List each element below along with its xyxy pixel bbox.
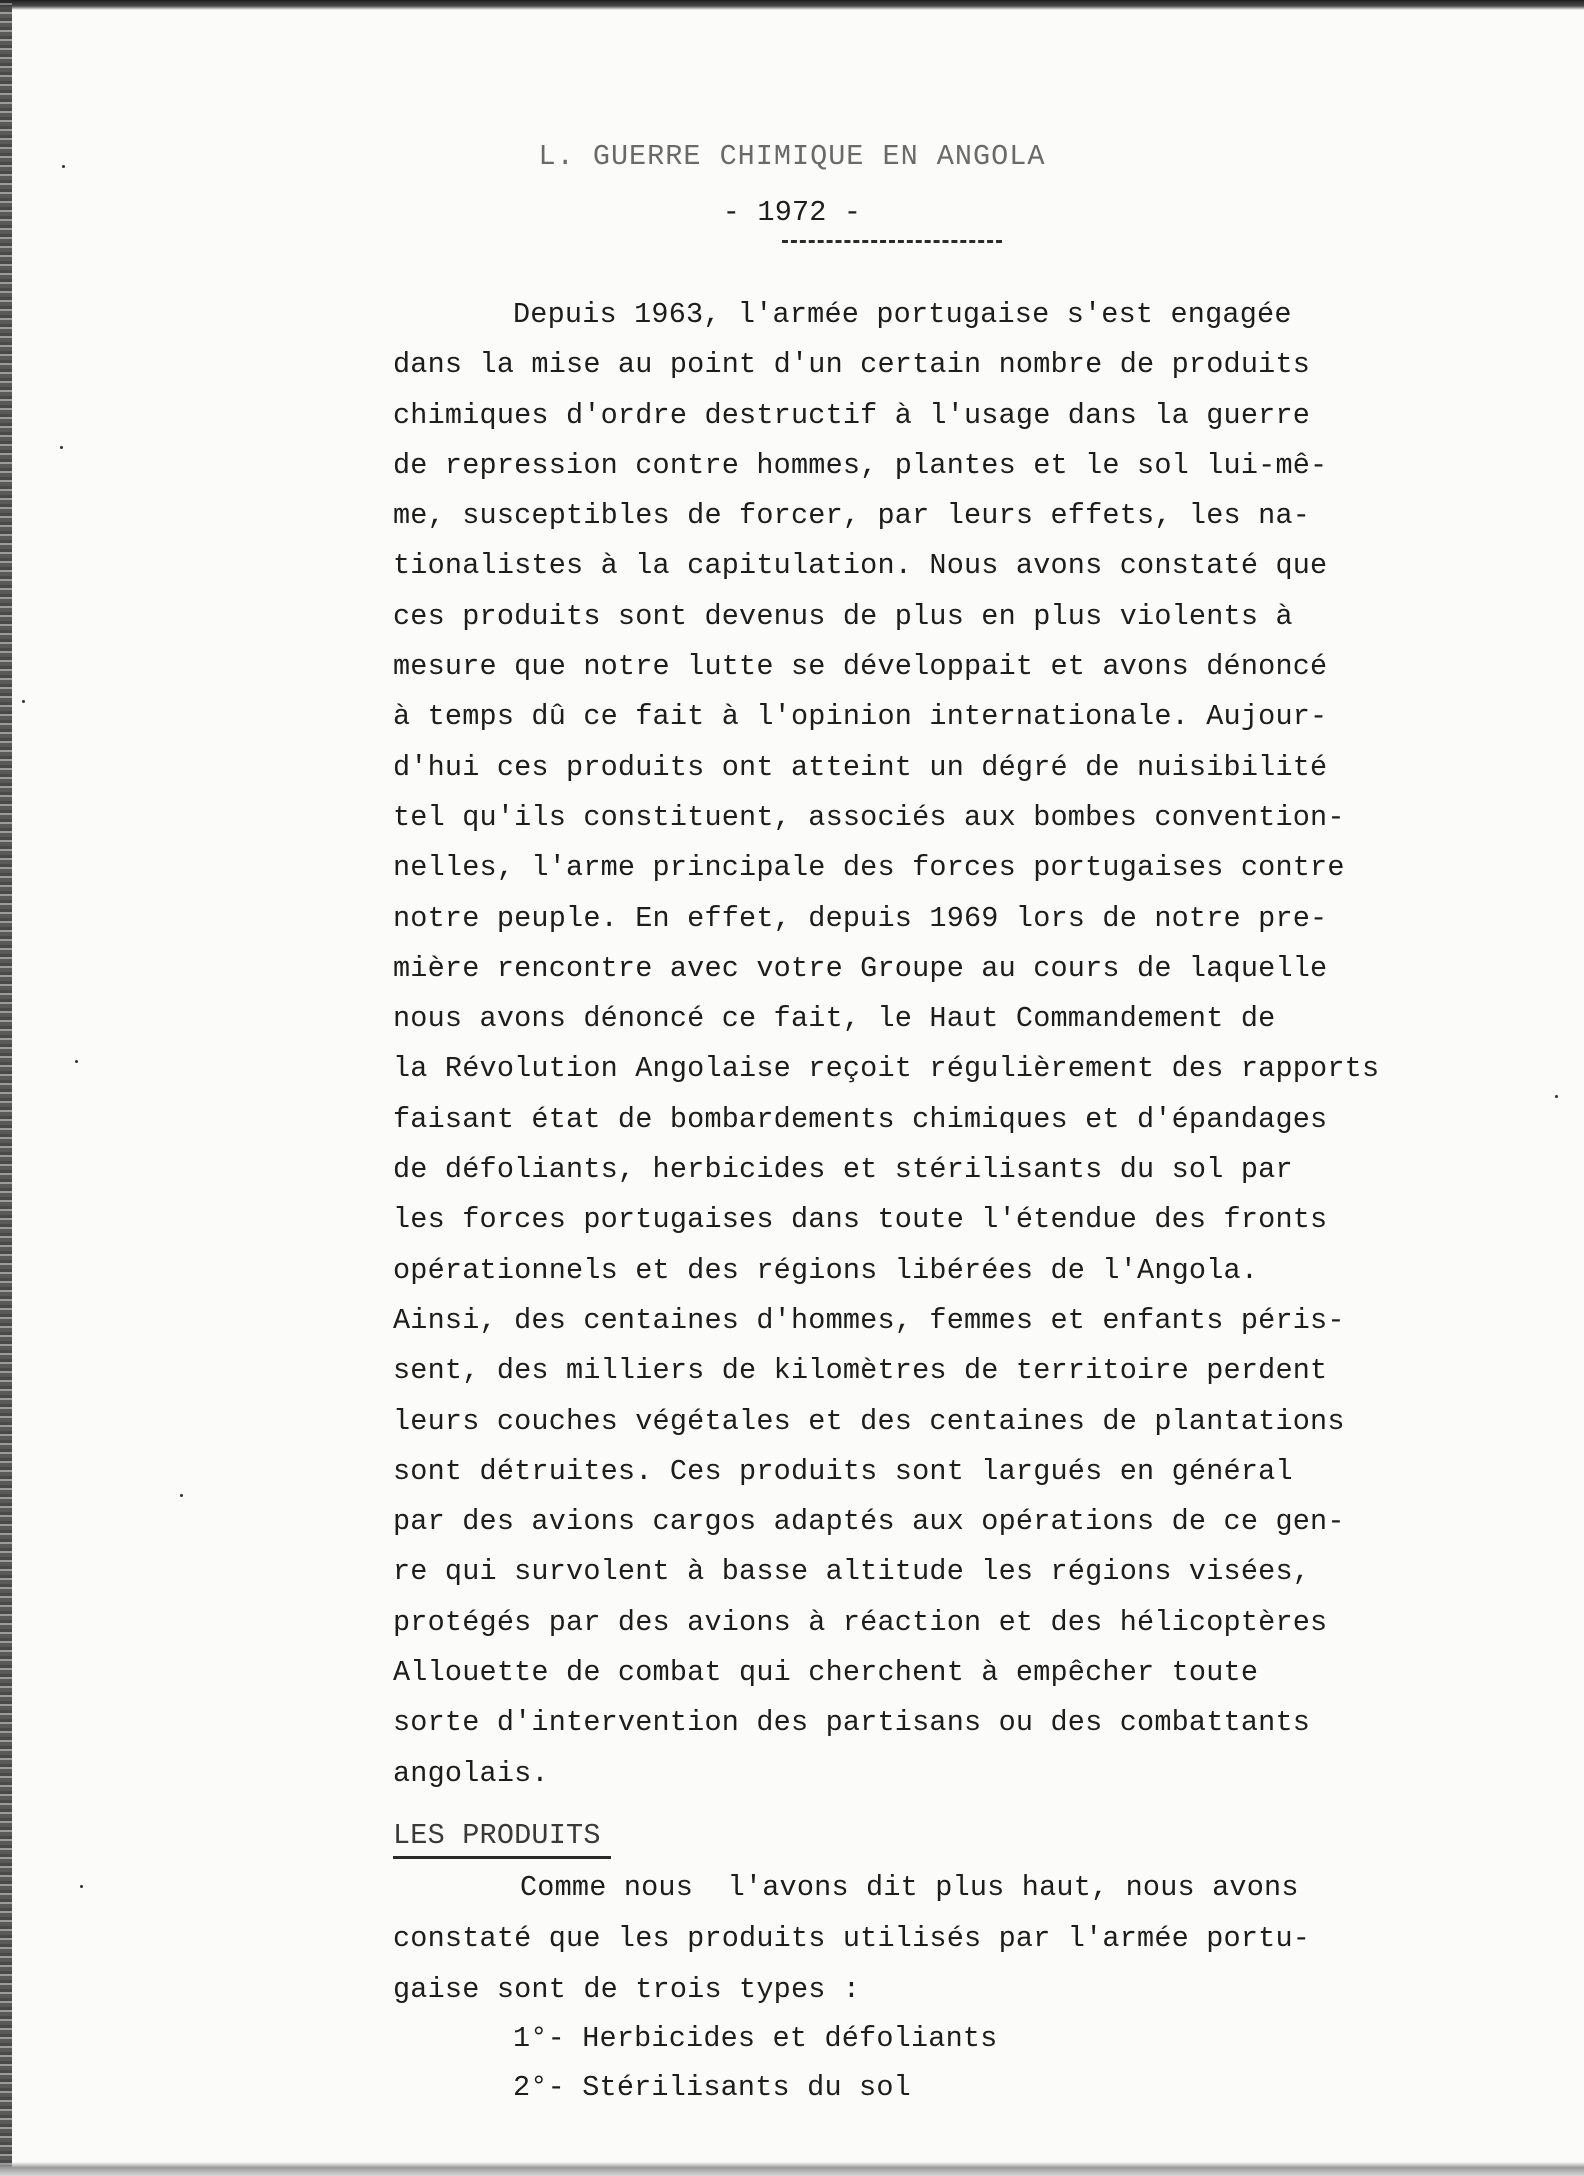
text-line: à temps dû ce fait à l'opinion internationale. Aujour- (393, 700, 1328, 734)
text-line: de défoliants, herbicides et stérilisants du sol par (393, 1153, 1293, 1187)
text-line: Depuis 1963, l'armée portugaise s'est engagée (513, 298, 1292, 331)
text-line: d'hui ces produits ont atteint un dégré de nuisibilité (393, 750, 1328, 784)
text-line: chimiques d'ordre destructif à l'usage dans la guerre (393, 398, 1311, 432)
text-line: par des avions cargos adaptés aux opérations de ce gen- (393, 1505, 1345, 1539)
text-line: angolais. (393, 1756, 549, 1790)
text-line: gaise sont de trois types : (393, 1973, 861, 2006)
scan-edge-left (0, 0, 12, 2176)
text-line: me, susceptibles de forcer, par leurs effets, les na- (393, 499, 1311, 533)
text-line: ces produits sont devenus de plus en plus violents à (393, 599, 1293, 633)
text-line: nelles, l'arme principale des forces portugaises contre (393, 851, 1345, 885)
text-line: faisant état de bombardements chimiques et d'épandages (393, 1102, 1328, 1136)
text-line: tel qu'ils constituent, associés aux bombes convention- (393, 800, 1345, 834)
paragraph-1 (393, 290, 1403, 1799)
text-line: Ainsi, des centaines d'hommes, femmes et enfants péris- (393, 1303, 1345, 1337)
text-line: Allouette de combat qui cherchent à empêcher toute (393, 1656, 1259, 1690)
text-line: les forces portugaises dans toute l'étendue des fronts (393, 1203, 1328, 1237)
text-line: notre peuple. En effet, depuis 1969 lors de notre pre- (393, 901, 1328, 935)
text-line: leurs couches végétales et des centaines de plantations (393, 1404, 1345, 1438)
text-line: sent, des milliers de kilomètres de territoire perdent (393, 1354, 1328, 1388)
document-title: L. GUERRE CHIMIQUE EN ANGOLA (538, 140, 1046, 173)
document-year: - 1972 - (722, 196, 862, 229)
text-line: opérationnels et des régions libérées de l'Angola. (393, 1253, 1259, 1287)
text-line: constaté que les produits utilisés par l'armée portu- (393, 1922, 1311, 1955)
text-line: sorte d'intervention des partisans ou des combattants (393, 1706, 1311, 1740)
paragraph-2 (393, 1862, 1403, 2015)
text-line: dans la mise au point d'un certain nombre de produits (393, 348, 1311, 382)
text-line: nous avons dénoncé ce fait, le Haut Commandement de (393, 1002, 1276, 1036)
list-item: 2°- Stérilisants du sol (513, 2071, 911, 2104)
text-line: protégés par des avions à réaction et des hélicoptères (393, 1605, 1328, 1639)
scan-edge-bottom (0, 2162, 1584, 2176)
text-line: tionalistes à la capitulation. Nous avons constaté que (393, 549, 1328, 583)
text-line: Comme nous l'avons dit plus haut, nous avons (520, 1871, 1299, 1904)
text-line: mière rencontre avec votre Groupe au cours de laquelle (393, 951, 1328, 985)
text-line: mesure que notre lutte se développait et avons dénoncé (393, 650, 1328, 684)
text-line: de repression contre hommes, plantes et le sol lui-mê- (393, 448, 1328, 482)
text-line: la Révolution Angolaise reçoit régulièrement des rapports (393, 1052, 1380, 1086)
section-heading-underline (393, 1856, 611, 1859)
text-line: re qui survolent à basse altitude les régions visées, (393, 1555, 1311, 1589)
section-heading: LES PRODUITS (393, 1819, 601, 1852)
product-type-list (513, 2014, 997, 2112)
year-underline (782, 240, 1002, 243)
scan-edge-top (0, 0, 1584, 10)
list-item: 1°- Herbicides et défoliants (513, 2022, 998, 2055)
text-line: sont détruites. Ces produits sont largués en général (393, 1454, 1293, 1488)
